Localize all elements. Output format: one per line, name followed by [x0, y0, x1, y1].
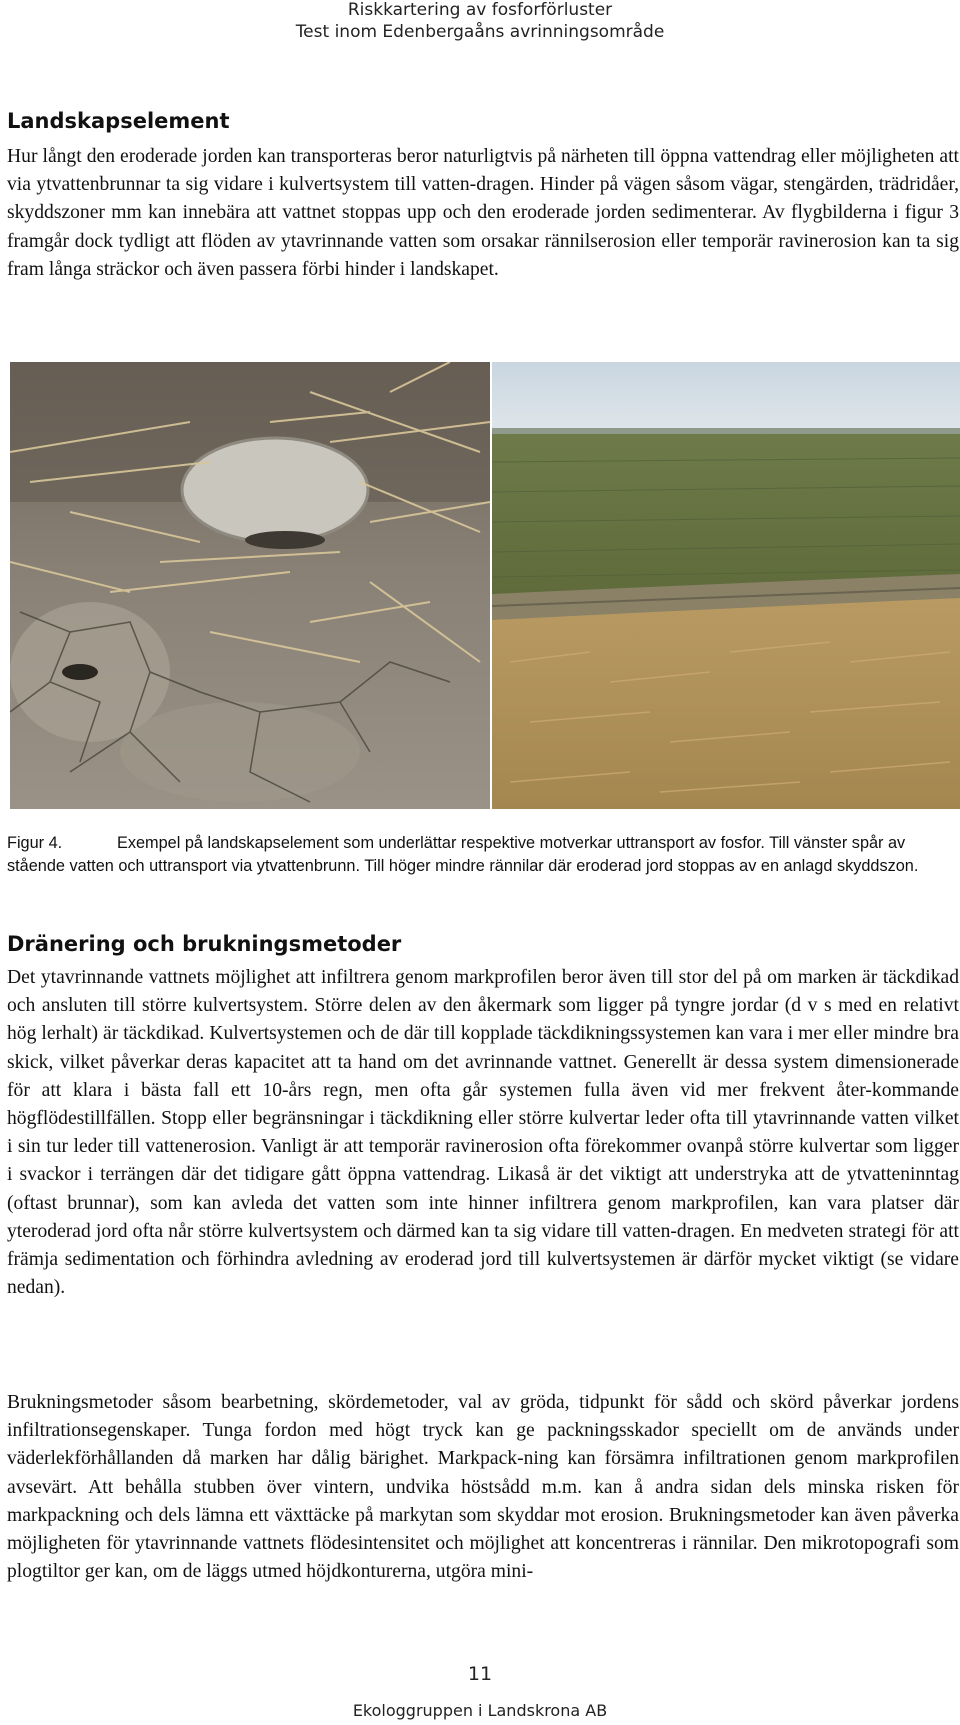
running-header-title: Riskkartering av fosforförluster [347, 0, 613, 20]
section-heading-landskapselement: Landskapselement [7, 109, 230, 133]
paragraph-landskapselement: Hur långt den eroderade jorden kan transporteras beror naturligtvis på närheten till öppna vattendrag eller möjligheten att via ytvattenbrunnar ta sig vidare i kulvertsystem till vatten-dragen. Hinder på vägen såsom vägar, stengärden, trädridåer, skyddszoner mm kan innebära att vattnet stoppas upp och den eroderade jorden sedimenterar. Av flygbilderna i figur 3 framgår dock tydligt att flöden av ytavrinnande vatten som orsakar rännilserosion eller temporär ravinerosion kan ta sig fram långa sträckor och även passera förbi hinder i landskapet. [7, 146, 959, 280]
running-footer: Ekologgruppen i Landskrona AB [352, 1701, 608, 1720]
right-photo-buffer-zone [492, 362, 960, 809]
figure-4-photos [10, 362, 960, 809]
figure-caption-text: Exempel på landskapselement som underlättar respektive motverkar uttransport av fosfor. Till vänster spår av stående vatten och uttransport via ytvattenbrunn. Till höger mindre rännilar där eroderad jord stoppas av en anlagd skyddszon. [7, 834, 919, 875]
figure-label: Figur 4. [7, 834, 63, 852]
page-number: 11 [467, 1663, 493, 1685]
figure-caption [7, 832, 957, 877]
running-header-subtitle: Test inom Edenbergaåns avrinningsområde [295, 22, 665, 42]
section-heading-dranering: Dränering och brukningsmetoder [7, 932, 402, 956]
left-photo-drain-well [10, 362, 490, 809]
paragraph-dranering-1: Det ytavrinnande vattnets möjlighet att infiltrera genom markprofilen beror även till stor del på om marken är täckdikad och ansluten till större kulvertsystem. Större delen av den åkermark som ligger på tyngre jordar (d v s med en relativt hög lerhalt) är täckdikad. Kulvertsystemen och de där till kopplade täckdikningssystemen kan vara i mer eller mindre bra skick, vilket påverkar deras kapacitet att ta hand om det avrinnande vattnet. Generellt är dessa system dimensionerade för att klara i bästa fall ett 10-års regn, men ofta går systemen fulla även vid mer frekvent åter-kommande högflödestillfällen. Stopp eller begränsningar i täckdikning eller större kulvertar leder ofta till ytavrinnande vatten vilket i sin tur leder till vattenerosion. Vanligt är att temporär ravinerosion ofta förekommer ovanpå större kulvertar som ligger i svackor i terrängen där det tidigare gått öppna vattendrag. Likaså är det viktigt att understryka att de ytvatteninntag (oftast brunnar), som kan avleda det vatten som inte hinner infiltrera genom markprofilen, kan vara platser där yteroderad jord ofta når större kulvertsystem och därmed kan ta sig vidare till vatten-dragen. En medveten strategi för att främja sedimentation och förhindra avledning av eroderad jord till kulvertsystemen är därför mycket viktigt (se vidare nedan). [7, 967, 959, 1299]
paragraph-dranering-2: Brukningsmetoder såsom bearbetning, skördemetoder, val av gröda, tidpunkt för sådd och skörd påverkar jordens infiltrationsegenskaper. Tunga fordon med högt tryck kan ge packningsskador speciellt om de används under väderlekförhållanden då marken har dålig bärighet. Markpack-ning kan försämra infiltrationen genom markprofilen avsevärt. Att behålla stubben över vintern, undvika höstsådd m.m. kan å andra sidan dels minska risken för markpackning och dels lämna ett växttäcke på markytan som skyddar mot erosion. Brukningsmetoder kan även påverka möjligheten för ytavrinnande vattnets flödesintensitet och möjlighet att koncentreras i rännilar. Den mikrotopografi som plogtiltor ger kan, om de läggs utmed höjdkonturerna, utgöra mini- [7, 1392, 959, 1583]
